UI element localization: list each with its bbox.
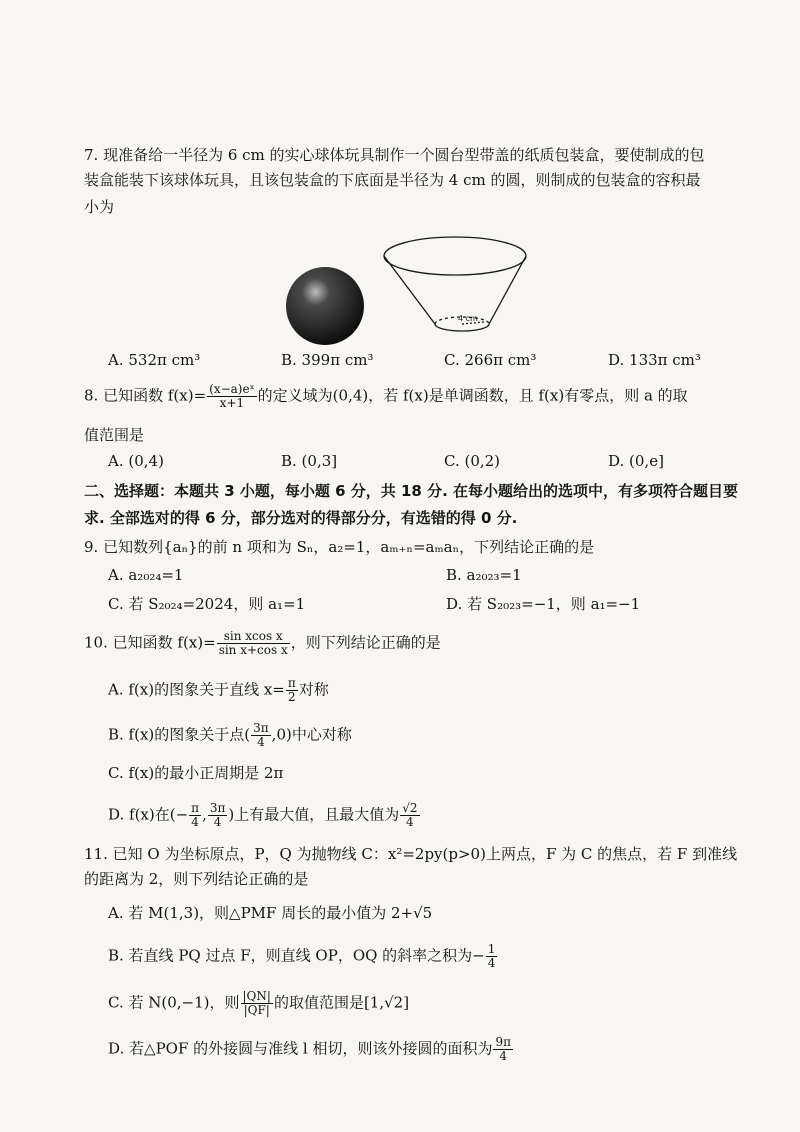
q9-option-c[interactable]: C. 若 S₂₀₂₄=2024，则 a₁=1 bbox=[108, 595, 306, 613]
q10-option-d-frac3 bbox=[400, 802, 419, 829]
q10-option-d-post: )上有最大值，且最大值为 bbox=[228, 805, 400, 824]
q11-option-d-frac bbox=[493, 1036, 513, 1063]
q9-option-a[interactable]: A. a₂₀₂₄=1 bbox=[108, 566, 184, 584]
q10-option-b-frac bbox=[251, 722, 271, 749]
q8-option-d[interactable]: D. (0,e] bbox=[608, 452, 664, 470]
q10-option-a-frac bbox=[286, 677, 298, 704]
q7-figure bbox=[280, 232, 550, 352]
q11-option-c-post: 的取值范围是[1,√2] bbox=[273, 993, 410, 1012]
q10-frac-den: sin x+cos x bbox=[218, 643, 288, 657]
section2-header-line2: 求. 全部选对的得 6 分，部分选对的得部分分，有选错的得 0 分. bbox=[84, 509, 518, 527]
q11-option-c-num: |QN| bbox=[242, 989, 271, 1003]
q7-option-c[interactable]: C. 266π cm³ bbox=[444, 351, 537, 369]
q8-fraction bbox=[207, 383, 257, 410]
q8-stem-line2: 值范围是 bbox=[84, 426, 145, 444]
q8-option-b[interactable]: B. (0,3] bbox=[281, 452, 338, 470]
frustum-radius-label: 4 cm bbox=[458, 314, 478, 323]
q10-option-a[interactable] bbox=[108, 677, 329, 704]
q10-suffix: ，则下列结论正确的是 bbox=[290, 633, 441, 652]
sphere-toy bbox=[286, 267, 364, 345]
q7-stem-line2: 装盒能装下该球体玩具，且该包装盒的下底面是半径为 4 cm 的圆，则制成的包装盒的容积最 bbox=[84, 171, 701, 189]
q11-stem-line1: 11. 已知 O 为坐标原点，P，Q 为抛物线 C：x²=2py(p>0)上两点，F 为 C 的焦点，若 F 到准线 bbox=[84, 845, 738, 863]
q11-option-b-num: 1 bbox=[487, 942, 496, 956]
q7-option-b[interactable]: B. 399π cm³ bbox=[281, 351, 374, 369]
q10-option-d-num2: 3π bbox=[209, 801, 226, 815]
q8-prefix: 8. 已知函数 f(x)= bbox=[84, 386, 207, 405]
q8-option-c[interactable]: C. (0,2) bbox=[444, 452, 501, 470]
q11-option-b-pre: B. 若直线 PQ 过点 F，则直线 OP，OQ 的斜率之积为− bbox=[108, 946, 485, 965]
q10-option-d-mid: , bbox=[202, 805, 207, 824]
q11-option-d-den: 4 bbox=[499, 1049, 508, 1063]
q11-option-d-num: 9π bbox=[495, 1035, 511, 1049]
q8-frac-den: x+1 bbox=[219, 396, 245, 410]
q11-option-d-pre: D. 若△POF 的外接圆与准线 l 相切，则该外接圆的面积为 bbox=[108, 1039, 493, 1058]
q10-option-a-den: 2 bbox=[288, 690, 296, 704]
q10-option-d-num1: π bbox=[191, 801, 200, 815]
q9-stem: 9. 已知数列{aₙ}的前 n 项和为 Sₙ，a₂=1，aₘ₊ₙ=aₘaₙ，下列结论正确的是 bbox=[84, 538, 595, 556]
q10-option-a-num: π bbox=[287, 676, 296, 690]
q10-option-d-frac1 bbox=[189, 802, 201, 829]
q8-frac-num: (x−a)eˣ bbox=[209, 382, 255, 396]
q10-option-c[interactable]: C. f(x)的最小正周期是 2π bbox=[108, 764, 284, 782]
q10-option-d[interactable] bbox=[108, 802, 421, 829]
q10-option-b-num: 3π bbox=[253, 721, 269, 735]
q10-fraction bbox=[217, 630, 290, 657]
q8-suffix: 的定义域为(0,4)，若 f(x)是单调函数，且 f(x)有零点，则 a 的取 bbox=[257, 386, 688, 405]
q7-option-d[interactable]: D. 133π cm³ bbox=[608, 351, 701, 369]
q10-option-b-den: 4 bbox=[257, 735, 265, 749]
q8-option-a[interactable]: A. (0,4) bbox=[108, 452, 164, 470]
q10-option-d-pre: D. f(x)在(− bbox=[108, 805, 189, 824]
q10-option-a-post: 对称 bbox=[298, 680, 329, 699]
q7-stem-line1: 7. 现准备给一半径为 6 cm 的实心球体玩具制作一个圆台型带盖的纸质包装盒，要使制成的包 bbox=[84, 146, 705, 164]
q11-option-b-den: 4 bbox=[487, 956, 496, 970]
q10-option-d-num3: √2 bbox=[402, 801, 418, 815]
q9-option-d[interactable]: D. 若 S₂₀₂₃=−1，则 a₁=−1 bbox=[446, 595, 641, 613]
q10-option-d-den2: 4 bbox=[213, 815, 222, 829]
q9-option-b[interactable]: B. a₂₀₂₃=1 bbox=[446, 566, 522, 584]
section2-header-line1: 二、选择题：本题共 3 小题，每小题 6 分，共 18 分. 在每小题给出的选项中，有多项符合题目要 bbox=[84, 482, 739, 500]
q10-option-d-den1: 4 bbox=[191, 815, 199, 829]
q11-option-c-pre: C. 若 N(0,−1)，则 bbox=[108, 993, 240, 1012]
q10-frac-num: sin xcos x bbox=[217, 630, 290, 644]
q11-option-d[interactable] bbox=[108, 1036, 514, 1063]
q10-option-b-pre: B. f(x)的图象关于点( bbox=[108, 725, 251, 744]
q10-option-b[interactable] bbox=[108, 722, 352, 749]
q7-stem-line3: 小为 bbox=[84, 198, 115, 216]
q11-option-b-frac bbox=[486, 943, 498, 970]
q7-option-a[interactable]: A. 532π cm³ bbox=[108, 351, 201, 369]
q10-option-b-post: ,0)中心对称 bbox=[271, 725, 352, 744]
q10-option-d-frac2 bbox=[208, 802, 228, 829]
frustum-box bbox=[384, 237, 526, 331]
q10-prefix: 10. 已知函数 f(x)= bbox=[84, 633, 216, 652]
q11-option-c-den: |QF| bbox=[243, 1003, 270, 1017]
q11-option-c-frac bbox=[241, 990, 273, 1017]
q8-stem-line1 bbox=[84, 383, 688, 410]
q11-stem-line2: 的距离为 2，则下列结论正确的是 bbox=[84, 870, 309, 888]
q11-option-a[interactable]: A. 若 M(1,3)，则△PMF 周长的最小值为 2+√5 bbox=[108, 904, 433, 922]
q10-option-a-pre: A. f(x)的图象关于直线 x= bbox=[108, 680, 285, 699]
q10-stem bbox=[84, 630, 441, 657]
q11-option-c[interactable] bbox=[108, 990, 409, 1017]
q11-option-b[interactable] bbox=[108, 943, 498, 970]
q10-option-d-den3: 4 bbox=[406, 815, 414, 829]
